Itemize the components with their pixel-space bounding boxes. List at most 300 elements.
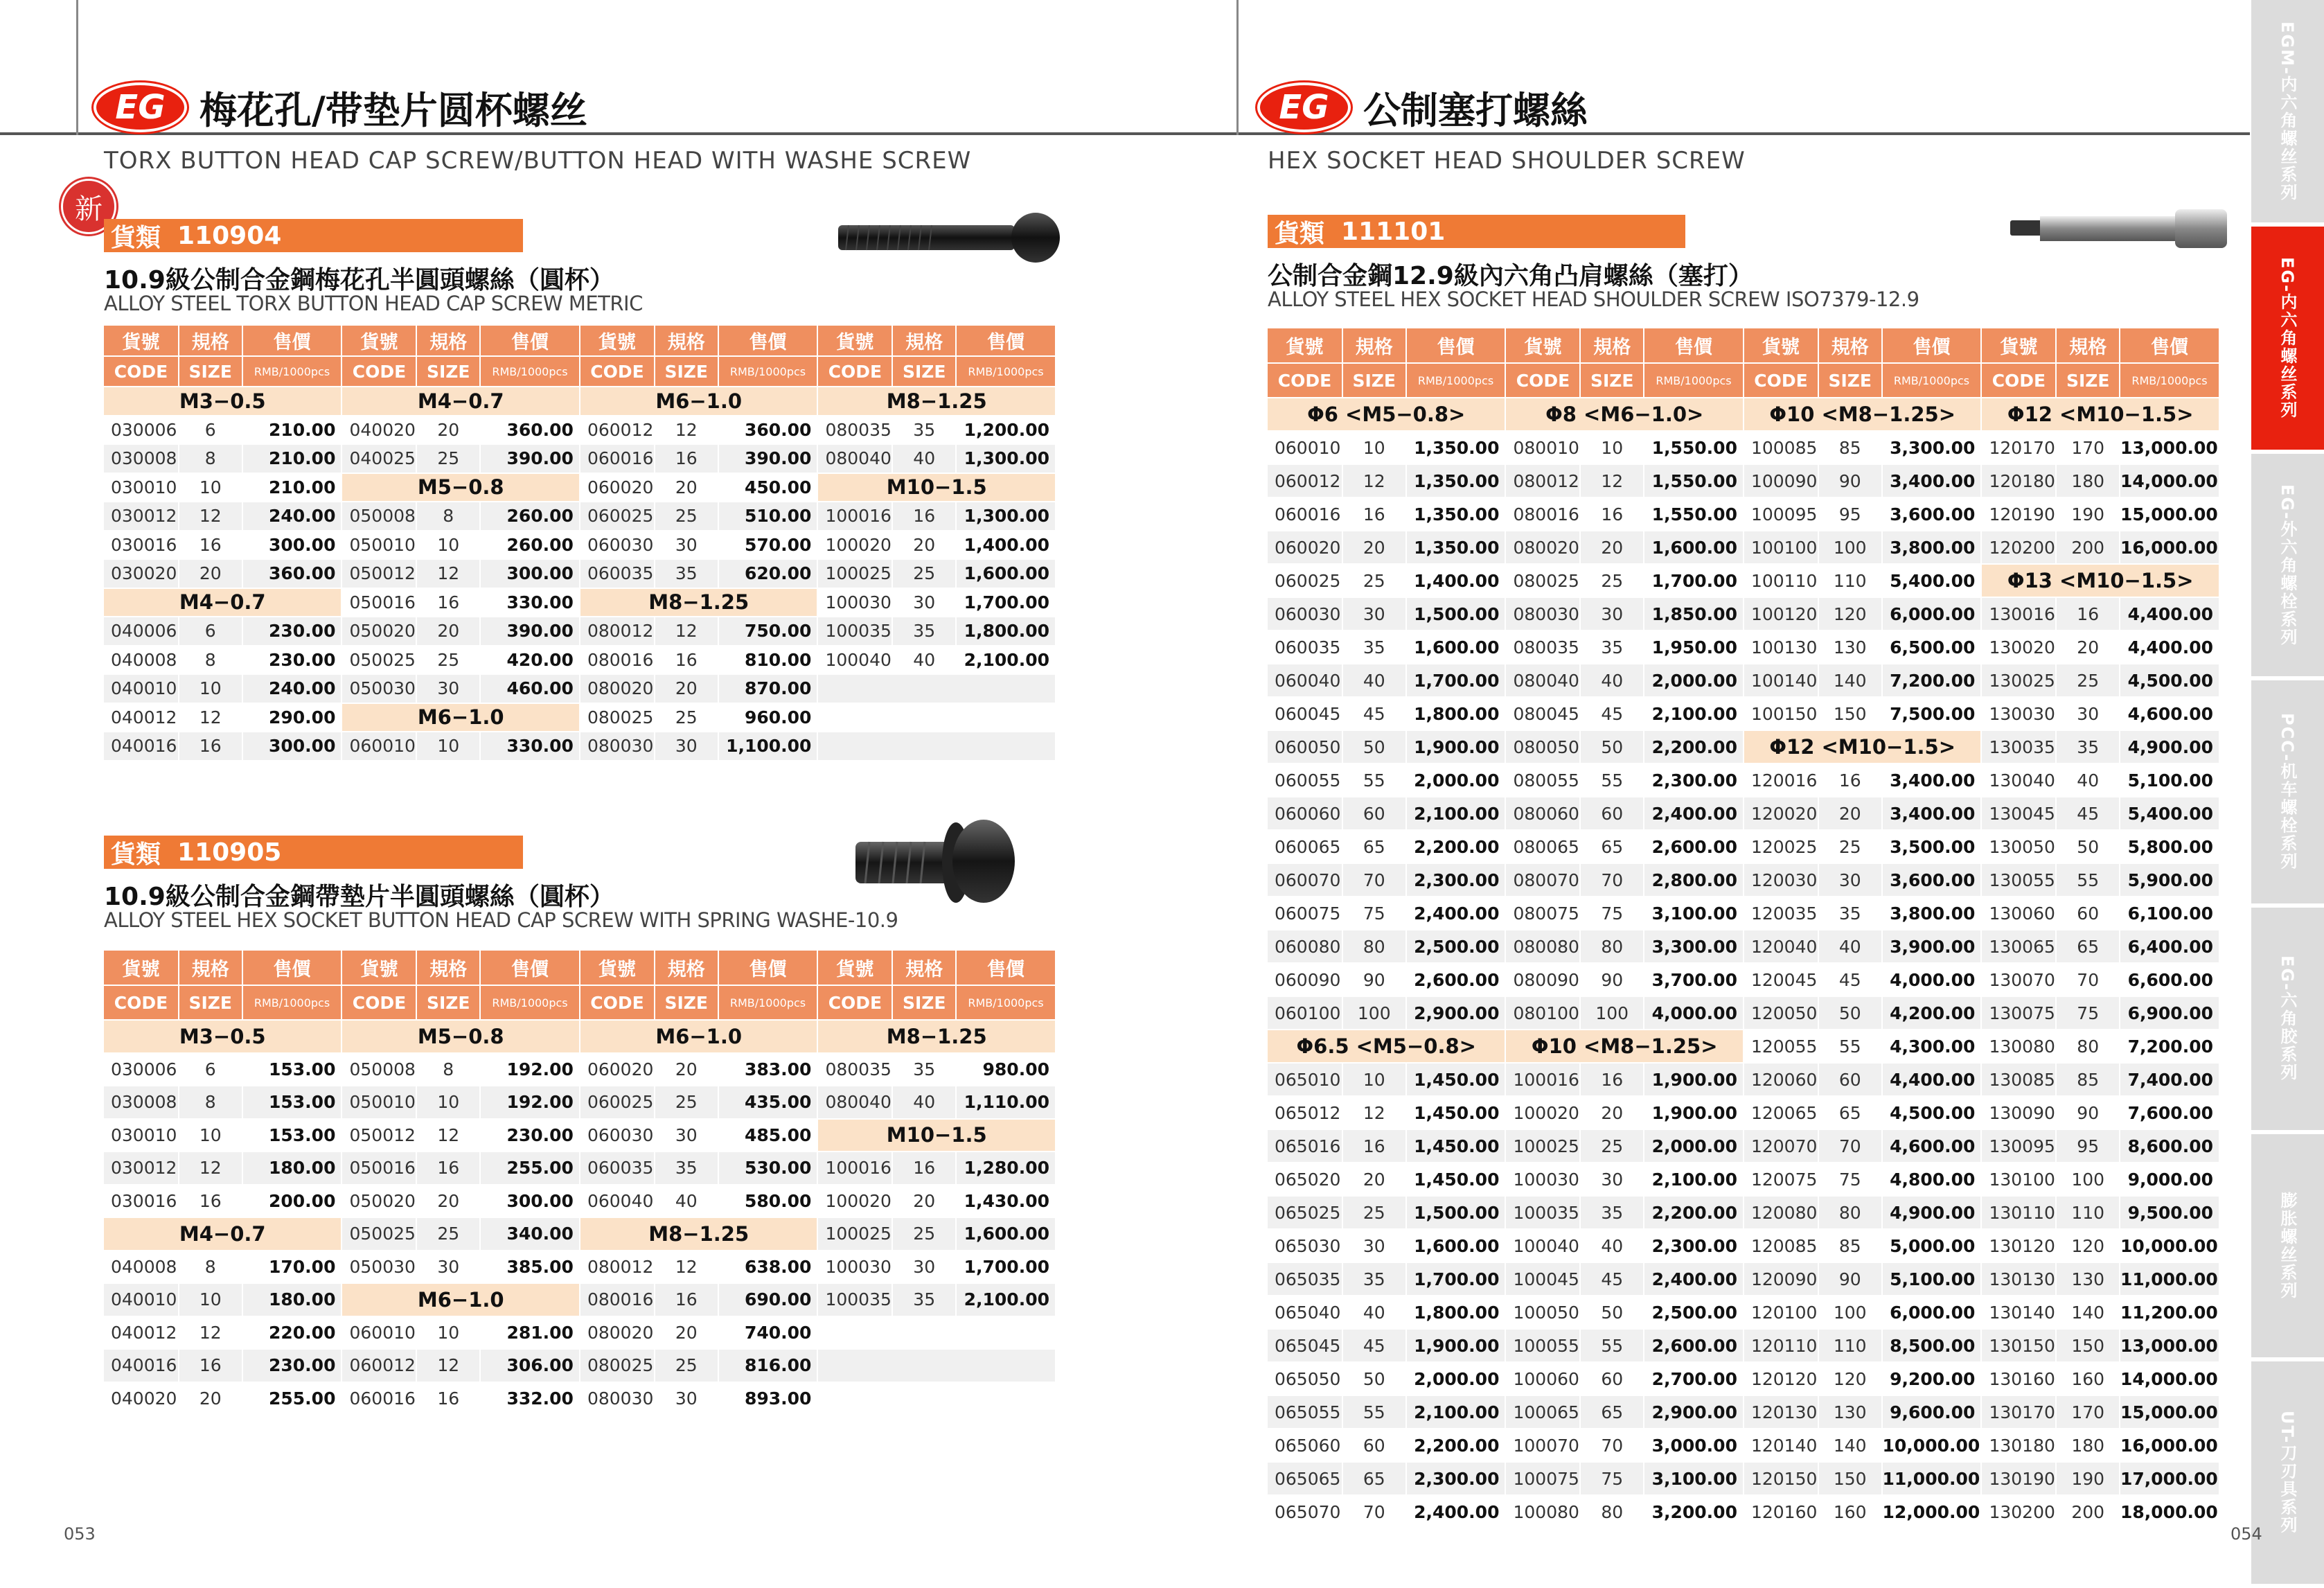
price-cell: 4,900.00 [2120,730,2219,764]
size-cell: 35 [655,559,718,588]
header-cell: SIZE [1580,363,1644,398]
size-section-header: M8−1.25 [817,1020,1056,1053]
price-cell: 3,200.00 [1644,1495,1744,1528]
size-cell: 12 [416,559,480,588]
code-cell: 030006 [104,1053,179,1086]
price-cell: 1,800.00 [1406,697,1506,730]
header-cell: 規格 [416,326,480,356]
side-tab[interactable]: EG-六角胶系列 [2251,908,2324,1134]
code-cell: 080100 [1505,996,1580,1030]
code-cell: 120120 [1744,1362,1818,1395]
code-cell: 060025 [580,502,655,531]
header-cell: RMB/1000pcs [480,985,580,1020]
price-cell: 192.00 [480,1086,580,1119]
code-cell: 120070 [1744,1129,1818,1163]
code-cell: 130060 [1981,897,2056,930]
product-name-en: ALLOY STEEL HEX SOCKET BUTTON HEAD CAP SCREW WITH SPRING WASHE-10.9 [104,908,898,932]
code-cell: 120180 [1981,464,2056,497]
size-section-header: M5−0.8 [341,1020,579,1053]
size-section-header: M8−1.25 [580,588,817,617]
code-cell: 080020 [1505,531,1580,564]
size-cell: 35 [892,1053,956,1086]
page-number: 053 [64,1524,96,1544]
price-cell: 4,000.00 [1644,996,1744,1030]
size-cell: 70 [2056,963,2120,996]
size-cell: 30 [1342,1229,1406,1262]
price-cell: 1,700.00 [1406,664,1506,697]
table-row [1268,464,2219,497]
code-cell: 100025 [817,1217,892,1251]
size-cell: 12 [179,703,242,732]
code-cell: 050008 [341,1053,416,1086]
price-cell: 450.00 [718,473,818,502]
size-section-header: M5−0.8 [341,473,579,502]
size-cell: 65 [1580,830,1644,863]
side-tab[interactable]: EGM-内六角螺丝系列 [2251,0,2324,227]
price-cell: 340.00 [480,1217,580,1251]
price-cell: 2,300.00 [1644,764,1744,797]
header-cell: CODE [104,356,179,387]
size-cell: 12 [1342,464,1406,497]
code-cell: 120025 [1744,830,1818,863]
side-tab[interactable]: 膨胀螺丝系列 [2251,1134,2324,1361]
code-cell: 100045 [1505,1262,1580,1296]
code-cell: 030010 [104,1119,179,1152]
code-cell: 040020 [104,1382,179,1415]
price-cell: 3,800.00 [1882,531,1982,564]
size-section-header: M10−1.5 [817,1119,1056,1152]
size-cell: 50 [1342,730,1406,764]
price-cell: 6,900.00 [2120,996,2219,1030]
table-row [104,646,1056,675]
code-cell: 080045 [1505,697,1580,730]
price-cell: 2,600.00 [1644,1329,1744,1362]
code-cell: 080090 [1505,963,1580,996]
table-row [104,1251,1056,1284]
price-cell: 1,500.00 [1406,597,1506,630]
size-cell: 70 [1342,863,1406,897]
price-cell: 240.00 [242,674,342,703]
code-cell: 100075 [1505,1462,1580,1495]
size-cell: 85 [1818,431,1882,464]
code-cell: 130075 [1981,996,2056,1030]
price-cell: 14,000.00 [2120,464,2219,497]
size-cell: 100 [1818,1296,1882,1329]
size-cell: 25 [655,1349,718,1382]
code-cell: 100130 [1744,630,1818,664]
header-cell: 貨號 [104,326,179,356]
size-cell: 150 [2056,1329,2120,1362]
size-cell: 65 [1818,1096,1882,1129]
code-cell: 100110 [1744,564,1818,597]
size-cell: 140 [2056,1296,2120,1329]
price-cell: 4,400.00 [2120,597,2219,630]
side-tab[interactable]: EG-外六角螺栓系列 [2251,454,2324,680]
size-cell: 16 [179,1185,242,1218]
code-cell: 030016 [104,531,179,560]
size-cell: 12 [416,1119,480,1152]
price-cell: 2,000.00 [1406,1362,1506,1395]
price-cell: 3,800.00 [1882,897,1982,930]
price-cell: 220.00 [242,1316,342,1350]
empty-cell [817,1316,1056,1350]
header-cell: 售價 [1882,328,1982,363]
size-section-header: Φ6.5 <M5−0.8> [1268,1030,1505,1063]
code-cell: 080030 [580,732,655,761]
size-cell: 45 [2056,797,2120,830]
size-cell: 12 [655,617,718,646]
code-cell: 130050 [1981,830,2056,863]
header-cell: SIZE [655,356,718,387]
price-cell: 1,350.00 [1406,497,1506,531]
code-cell: 120090 [1744,1262,1818,1296]
size-cell: 20 [1580,1096,1644,1129]
size-section-header: M4−0.7 [104,588,341,617]
price-cell: 14,000.00 [2120,1362,2219,1395]
price-cell: 1,450.00 [1406,1129,1506,1163]
price-cell: 638.00 [718,1251,818,1284]
price-cell: 510.00 [718,502,818,531]
code-cell: 060012 [1268,464,1342,497]
table-row [1268,1196,2219,1229]
code-cell: 130120 [1981,1229,2056,1262]
price-cell: 2,100.00 [1644,1163,1744,1196]
empty-cell [817,1349,1056,1382]
code-cell: 130150 [1981,1329,2056,1362]
size-cell: 75 [2056,996,2120,1030]
price-cell: 300.00 [480,1185,580,1218]
price-cell: 2,400.00 [1406,1495,1506,1528]
size-section-header: M3−0.5 [104,387,341,416]
code-cell: 100016 [1505,1063,1580,1096]
price-cell: 10,000.00 [1882,1429,1982,1462]
header-cell: 規格 [179,951,242,985]
size-cell: 12 [416,1349,480,1382]
code-cell: 060025 [1268,564,1342,597]
price-cell: 2,400.00 [1406,897,1506,930]
code-cell: 130170 [1981,1395,2056,1429]
header-cell: 規格 [1818,328,1882,363]
code-cell: 120085 [1744,1229,1818,1262]
table-row [1268,630,2219,664]
code-cell: 130100 [1981,1163,2056,1196]
size-section-header: Φ8 <M6−1.0> [1505,398,1743,431]
size-cell: 190 [2056,497,2120,531]
size-cell: 40 [892,646,956,675]
size-cell: 10 [179,674,242,703]
header-divider [76,0,78,135]
price-table [1268,328,2220,1529]
price-cell: 4,300.00 [1882,1030,1982,1063]
size-cell: 80 [1580,1495,1644,1528]
price-cell: 870.00 [718,674,818,703]
code-cell: 080035 [1505,630,1580,664]
code-cell: 030012 [104,1152,179,1185]
size-section-header: M6−1.0 [341,703,579,732]
size-cell: 55 [2056,863,2120,897]
category-number: 111101 [1341,217,1446,246]
size-cell: 8 [179,1086,242,1119]
code-cell: 030010 [104,473,179,502]
code-cell: 060040 [1268,664,1342,697]
product-name-en: ALLOY STEEL TORX BUTTON HEAD CAP SCREW METRIC [104,292,643,315]
product-name-en: ALLOY STEEL HEX SOCKET HEAD SHOULDER SCREW ISO7379-12.9 [1268,288,1919,311]
size-cell: 30 [655,1119,718,1152]
code-cell: 060035 [580,1152,655,1185]
code-cell: 120040 [1744,930,1818,963]
size-cell: 70 [1580,863,1644,897]
code-cell: 130110 [1981,1196,2056,1229]
size-cell: 55 [1342,1395,1406,1429]
code-cell: 120140 [1744,1429,1818,1462]
price-cell: 3,600.00 [1882,863,1982,897]
table-row [1268,1362,2219,1395]
code-cell: 120150 [1744,1462,1818,1495]
price-cell: 153.00 [242,1086,342,1119]
size-cell: 25 [1580,1129,1644,1163]
size-cell: 30 [892,588,956,617]
size-cell: 160 [1818,1495,1882,1528]
size-cell: 12 [179,1152,242,1185]
size-cell: 20 [655,473,718,502]
price-cell: 690.00 [718,1283,818,1316]
size-cell: 16 [1342,1129,1406,1163]
price-cell: 980.00 [956,1053,1056,1086]
size-cell: 95 [2056,1129,2120,1163]
size-cell: 10 [1342,431,1406,464]
price-cell: 4,200.00 [1882,996,1982,1030]
price-cell: 2,500.00 [1644,1296,1744,1329]
code-cell: 060010 [341,732,416,761]
header-cell: 貨號 [817,951,892,985]
code-cell: 080035 [817,1053,892,1086]
size-cell: 25 [416,646,480,675]
code-cell: 100100 [1744,531,1818,564]
code-cell: 080030 [1505,597,1580,630]
size-cell: 30 [655,531,718,560]
size-cell: 35 [655,1152,718,1185]
header-cell: CODE [1981,363,2056,398]
price-cell: 4,000.00 [1882,963,1982,996]
price-cell: 200.00 [242,1185,342,1218]
size-cell: 150 [1818,1462,1882,1495]
code-cell: 050016 [341,1152,416,1185]
price-cell: 13,000.00 [2120,1329,2219,1362]
code-cell: 100050 [1505,1296,1580,1329]
price-cell: 2,900.00 [1644,1395,1744,1429]
code-cell: 060020 [580,1053,655,1086]
size-cell: 12 [179,1316,242,1350]
size-cell: 30 [2056,697,2120,730]
side-tab[interactable]: EG-内六角螺丝系列 [2251,227,2324,453]
code-cell: 040012 [104,1316,179,1350]
size-cell: 60 [1342,797,1406,830]
code-cell: 080030 [580,1382,655,1415]
price-cell: 260.00 [480,531,580,560]
size-cell: 30 [1342,597,1406,630]
header-cell: 規格 [655,326,718,356]
price-cell: 2,000.00 [1406,764,1506,797]
table-row [1268,1229,2219,1262]
table-row [104,674,1056,703]
table-row [1268,1395,2219,1429]
size-section-header: M3−0.5 [104,1020,341,1053]
size-cell: 16 [1818,764,1882,797]
price-cell: 1,950.00 [1644,630,1744,664]
code-cell: 060030 [580,531,655,560]
size-cell: 20 [179,1382,242,1415]
price-cell: 300.00 [242,732,342,761]
code-cell: 030012 [104,502,179,531]
price-cell: 230.00 [242,617,342,646]
size-section-header: M4−0.7 [341,387,579,416]
size-cell: 30 [416,1251,480,1284]
table-row [104,1382,1056,1415]
code-cell: 040008 [104,1251,179,1284]
code-cell: 050025 [341,646,416,675]
size-cell: 20 [1342,1163,1406,1196]
header-cell: SIZE [179,985,242,1020]
header-cell: RMB/1000pcs [718,356,818,387]
size-cell: 160 [2056,1362,2120,1395]
size-cell: 50 [1580,1296,1644,1329]
size-section-header: M6−1.0 [341,1283,579,1316]
code-cell: 050008 [341,502,416,531]
size-cell: 20 [655,674,718,703]
price-cell: 570.00 [718,531,818,560]
size-cell: 6 [179,617,242,646]
size-cell: 16 [416,1382,480,1415]
size-cell: 65 [1342,1462,1406,1495]
price-cell: 18,000.00 [2120,1495,2219,1528]
side-tab[interactable]: PCC-机车螺栓系列 [2251,680,2324,907]
table-row [104,1349,1056,1382]
price-cell: 255.00 [242,1382,342,1415]
header-cell: RMB/1000pcs [956,356,1056,387]
size-cell: 140 [1818,1429,1882,1462]
code-cell: 130090 [1981,1096,2056,1129]
header-cell: 貨號 [104,951,179,985]
size-cell: 110 [2056,1196,2120,1229]
size-cell: 8 [416,502,480,531]
price-cell: 16,000.00 [2120,1429,2219,1462]
table-row [104,1152,1056,1185]
code-cell: 080020 [580,674,655,703]
code-cell: 130070 [1981,963,2056,996]
price-cell: 1,450.00 [1406,1063,1506,1096]
price-cell: 1,350.00 [1406,431,1506,464]
price-cell: 9,200.00 [1882,1362,1982,1395]
page-title: 梅花孔/带垫片圆杯螺丝 [199,88,587,132]
code-cell: 060012 [341,1349,416,1382]
price-cell: 3,400.00 [1882,764,1982,797]
size-cell: 75 [1818,1163,1882,1196]
code-cell: 065050 [1268,1362,1342,1395]
side-tab[interactable]: UT-刀刃具系列 [2251,1361,2324,1588]
price-cell: 5,900.00 [2120,863,2219,897]
code-cell: 080050 [1505,730,1580,764]
price-cell: 2,500.00 [1406,930,1506,963]
size-section-header: Φ12 <M10−1.5> [1981,398,2219,431]
price-cell: 1,550.00 [1644,464,1744,497]
price-cell: 485.00 [718,1119,818,1152]
header-cell: CODE [1505,363,1580,398]
size-cell: 10 [179,473,242,502]
header-cell: 售價 [956,951,1056,985]
size-cell: 30 [655,732,718,761]
code-cell: 030020 [104,559,179,588]
page-title: 公制塞打螺絲 [1363,88,1588,132]
price-cell: 330.00 [480,588,580,617]
size-cell: 80 [2056,1030,2120,1063]
price-cell: 7,600.00 [2120,1096,2219,1129]
size-cell: 20 [655,1316,718,1350]
header-cell: SIZE [1342,363,1406,398]
size-cell: 25 [892,1217,956,1251]
price-cell: 1,900.00 [1406,1329,1506,1362]
price-cell: 390.00 [480,617,580,646]
price-cell: 1,700.00 [956,1251,1056,1284]
price-cell: 153.00 [242,1053,342,1086]
price-cell: 390.00 [480,444,580,473]
code-cell: 080065 [1505,830,1580,863]
size-cell: 8 [179,1251,242,1284]
size-cell: 200 [2056,1495,2120,1528]
price-table [104,326,1056,761]
code-cell: 050020 [341,1185,416,1218]
price-cell: 192.00 [480,1053,580,1086]
code-cell: 060010 [341,1316,416,1350]
code-cell: 130065 [1981,930,2056,963]
price-cell: 306.00 [480,1349,580,1382]
size-cell: 65 [2056,930,2120,963]
header-cell: 貨號 [1268,328,1342,363]
code-cell: 100020 [817,531,892,560]
code-cell: 065012 [1268,1096,1342,1129]
code-cell: 060010 [1268,431,1342,464]
code-cell: 100140 [1744,664,1818,697]
price-cell: 580.00 [718,1185,818,1218]
price-cell: 180.00 [242,1283,342,1316]
code-cell: 080070 [1505,863,1580,897]
header-cell: SIZE [416,985,480,1020]
price-cell: 1,850.00 [1644,597,1744,630]
size-cell: 16 [892,502,956,531]
price-cell: 2,200.00 [1644,1196,1744,1229]
eg-logo: EG [1257,82,1351,132]
price-cell: 8,600.00 [2120,1129,2219,1163]
price-cell: 255.00 [480,1152,580,1185]
price-cell: 7,500.00 [1882,697,1982,730]
price-cell: 3,500.00 [1882,830,1982,863]
price-cell: 3,000.00 [1644,1429,1744,1462]
price-cell: 1,200.00 [956,416,1056,445]
size-cell: 40 [1818,930,1882,963]
size-cell: 35 [1580,1196,1644,1229]
price-cell: 2,200.00 [1406,830,1506,863]
code-cell: 120110 [1744,1329,1818,1362]
price-cell: 893.00 [718,1382,818,1415]
size-cell: 70 [1818,1129,1882,1163]
code-cell: 100030 [817,588,892,617]
header-cell: RMB/1000pcs [2120,363,2219,398]
code-cell: 065065 [1268,1462,1342,1495]
size-cell: 35 [1342,1262,1406,1296]
price-cell: 2,100.00 [956,646,1056,675]
code-cell: 065055 [1268,1395,1342,1429]
price-cell: 230.00 [480,1119,580,1152]
code-cell: 080020 [580,1316,655,1350]
